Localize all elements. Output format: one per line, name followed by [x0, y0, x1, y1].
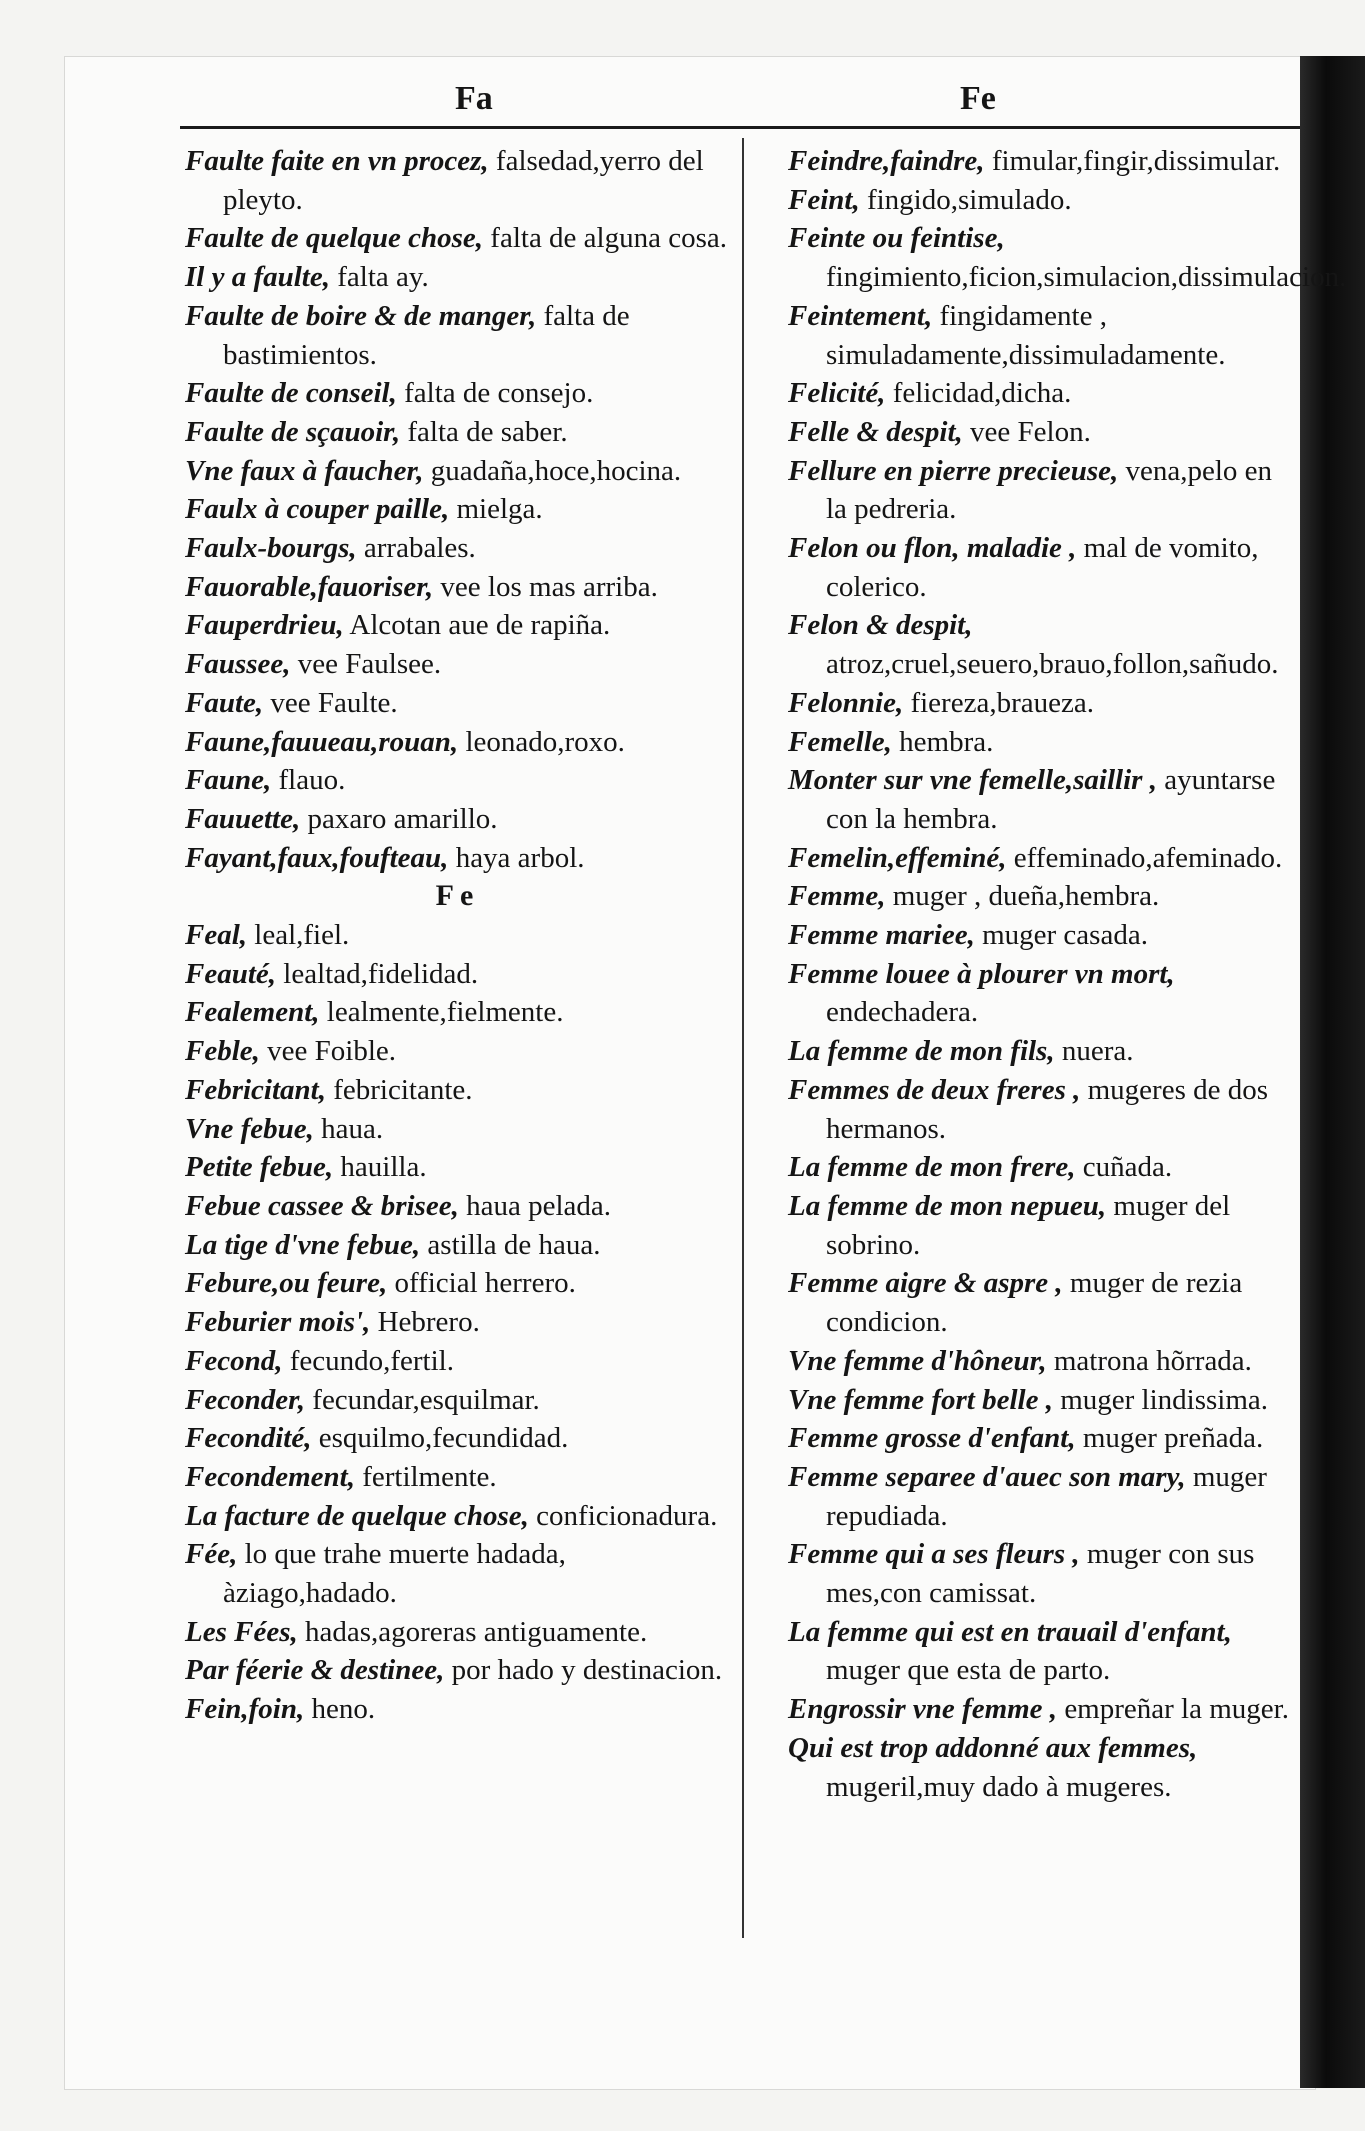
dictionary-entry	[788, 1148, 1300, 1187]
dictionary-entry	[788, 606, 1300, 683]
entry-definition: muger repudiada.	[826, 1460, 1267, 1532]
entry-headword: Fée,	[185, 1538, 238, 1571]
entry-definition: falsedad,yerro del pleyto.	[223, 145, 704, 216]
dictionary-entry	[788, 1535, 1300, 1612]
entry-definition: falta de alguna cosa.	[483, 222, 728, 255]
entry-headword: Femme separee d'auec son mary,	[788, 1460, 1186, 1493]
dictionary-entry	[788, 413, 1300, 452]
entry-definition: mal de vomito, colerico.	[826, 532, 1259, 603]
entry-headword: La facture de quelque chose,	[185, 1499, 529, 1532]
entry-definition: hadas,agoreras antiguamente.	[297, 1615, 648, 1648]
dictionary-entry	[788, 684, 1300, 723]
entry-definition: empreñar la muger.	[1057, 1693, 1289, 1726]
dictionary-entry	[185, 142, 730, 219]
left-column	[185, 142, 730, 1729]
entry-definition: ayuntarse con la hembra.	[826, 764, 1276, 835]
dictionary-entry	[788, 1187, 1300, 1264]
dictionary-entry	[185, 1342, 730, 1381]
entry-headword: Felle & despit,	[788, 415, 963, 448]
dictionary-entry	[185, 1071, 730, 1110]
dictionary-entry	[788, 142, 1300, 181]
dictionary-entry	[185, 1148, 730, 1187]
entry-headword: Faulte faite en vn procez,	[185, 145, 489, 177]
entry-definition: fingimiento,ficion,simulacion,dissimulacion.	[826, 261, 1347, 294]
entry-definition: fingido,simulado.	[859, 183, 1072, 216]
dictionary-entry	[788, 761, 1300, 838]
dictionary-entry	[185, 568, 730, 607]
entry-definition: vee Faulte.	[263, 686, 398, 719]
dictionary-entry	[185, 761, 730, 800]
entry-headword: Feinte ou feintise,	[788, 222, 1005, 255]
entry-definition: vee los mas arriba.	[433, 570, 658, 603]
entry-headword: Fein,foin,	[185, 1693, 305, 1726]
entry-definition: flauo.	[271, 764, 346, 797]
entry-definition: fiereza,braueza.	[903, 686, 1094, 719]
entry-definition: muger con sus mes,con camissat.	[826, 1538, 1255, 1610]
entry-headword: La femme de mon frere,	[788, 1151, 1076, 1184]
dictionary-entry	[185, 993, 730, 1032]
entry-headword: Monter sur vne femelle,saillir ,	[788, 764, 1157, 797]
entry-headword: Fauperdrieu,	[185, 609, 344, 642]
entry-definition: muger casada.	[974, 919, 1148, 952]
entry-definition: vee Foible.	[259, 1035, 397, 1068]
entry-definition: official herrero.	[387, 1267, 576, 1300]
entry-headword: Feindre,faindre,	[788, 145, 985, 177]
dictionary-entry	[788, 1613, 1300, 1690]
entry-definition: Alcotan aue de rapiña.	[343, 609, 611, 642]
entry-headword: Faulte de quelque chose,	[185, 222, 484, 255]
dictionary-entry	[185, 606, 730, 645]
dictionary-entry	[185, 374, 730, 413]
entry-headword: Feble,	[185, 1035, 260, 1068]
entry-headword: Engrossir vne femme ,	[788, 1693, 1058, 1726]
running-head-right: Fe	[960, 80, 996, 117]
dictionary-entry	[788, 877, 1300, 916]
dictionary-entry	[185, 916, 730, 955]
dictionary-entry	[185, 1226, 730, 1265]
dictionary-entry	[185, 1187, 730, 1226]
entry-headword: Femme aigre & aspre ,	[788, 1267, 1063, 1300]
dictionary-entry	[185, 452, 730, 491]
entry-definition: Hebrero.	[370, 1306, 480, 1339]
entry-definition: haua pelada.	[458, 1189, 612, 1222]
entry-headword: Fecondité,	[185, 1422, 312, 1455]
dictionary-entry	[185, 529, 730, 568]
entry-definition: mielga.	[449, 493, 543, 526]
right-column	[788, 142, 1347, 1806]
entry-definition: muger de rezia condicion.	[826, 1267, 1243, 1339]
entry-definition: por hado y destinacion.	[444, 1654, 723, 1687]
entry-headword: Vne femme fort belle ,	[788, 1383, 1053, 1416]
dictionary-entry	[788, 1071, 1300, 1148]
dictionary-entry	[788, 529, 1300, 606]
section-heading: Fe	[435, 879, 480, 913]
entry-definition: felicidad,dicha.	[885, 377, 1072, 410]
entry-headword: La femme qui est en trauail d'enfant,	[788, 1615, 1232, 1648]
dictionary-entry	[788, 452, 1300, 529]
entry-headword: Faulx à couper paille,	[185, 493, 450, 526]
entry-headword: Feburier mois',	[185, 1306, 371, 1339]
entry-definition: fecundar,esquilmar.	[305, 1383, 540, 1416]
entry-definition: fecundo,fertil.	[282, 1344, 454, 1377]
entry-headword: Feconder,	[185, 1383, 306, 1416]
dictionary-entry	[185, 1381, 730, 1420]
entry-headword: Fayant,faux,foufteau,	[185, 841, 449, 874]
dictionary-entry	[788, 1458, 1300, 1535]
dictionary-entry	[185, 955, 730, 994]
entry-headword: Fauuette,	[185, 802, 301, 835]
entry-headword: Fecond,	[185, 1344, 283, 1377]
entry-definition: cuñada.	[1075, 1151, 1173, 1184]
dictionary-entry	[185, 1613, 730, 1652]
column-divider	[742, 138, 744, 1938]
entry-headword: Fauorable,fauoriser,	[185, 570, 434, 603]
entry-headword: Faussee,	[185, 648, 291, 681]
entry-definition: muger preñada.	[1075, 1422, 1264, 1455]
entry-definition: falta ay.	[330, 261, 429, 294]
entry-definition: conficionadura.	[528, 1499, 718, 1532]
dictionary-entry	[185, 1264, 730, 1303]
entry-definition: arrabales.	[356, 532, 476, 565]
entry-headword: Febue cassee & brisee,	[185, 1189, 459, 1222]
entry-definition: lealmente,fielmente.	[319, 996, 564, 1029]
entry-definition: muger que esta de parto.	[826, 1654, 1111, 1687]
entry-definition: paxaro amarillo.	[300, 802, 498, 835]
header-rule	[180, 126, 1300, 129]
entry-headword: Vne faux à faucher,	[185, 454, 424, 487]
entry-definition: leonado,roxo.	[458, 725, 625, 758]
entry-headword: Femelle,	[788, 725, 892, 758]
entry-definition: esquilmo,fecundidad.	[311, 1422, 569, 1455]
dictionary-entry	[185, 1651, 730, 1690]
entry-definition: matrona hõrrada.	[1046, 1344, 1252, 1377]
entry-headword: Faune,fauueau,rouan,	[185, 725, 459, 758]
entry-headword: Qui est trop addonné aux femmes,	[788, 1731, 1198, 1764]
dictionary-entry	[185, 297, 730, 374]
entry-headword: Febricitant,	[185, 1073, 326, 1106]
dictionary-entry	[788, 297, 1300, 374]
dictionary-entry	[788, 916, 1300, 955]
entry-definition: leal,fiel.	[247, 919, 350, 952]
entry-definition: vee Felon.	[962, 415, 1091, 448]
entry-definition: hauilla.	[333, 1151, 427, 1184]
dictionary-entry	[788, 1419, 1300, 1458]
running-head-left: Fa	[455, 80, 493, 117]
entry-definition: falta de bastimientos.	[223, 299, 630, 371]
entry-headword: Femme mariee,	[788, 919, 975, 952]
dictionary-entry	[185, 723, 730, 762]
entry-definition: lealtad,fidelidad.	[276, 957, 479, 990]
dictionary-entry	[185, 1032, 730, 1071]
entry-definition: endechadera.	[826, 996, 979, 1029]
entry-headword: Par féerie & destinee,	[185, 1654, 445, 1687]
entry-headword: Faune,	[185, 764, 272, 797]
entry-headword: Faute,	[185, 686, 264, 719]
entry-headword: Femelin,effeminé,	[788, 841, 1007, 874]
dictionary-entry	[788, 1690, 1300, 1729]
entry-headword: Femme qui a ses fleurs ,	[788, 1538, 1080, 1571]
entry-headword: La femme de mon nepueu,	[788, 1189, 1107, 1222]
entry-headword: Feint,	[788, 183, 860, 216]
dictionary-entry	[788, 839, 1300, 878]
entry-headword: Fecondement,	[185, 1460, 355, 1493]
dictionary-entry	[788, 374, 1300, 413]
entry-headword: Fealement,	[185, 996, 320, 1029]
entry-definition: muger , dueña,hembra.	[885, 880, 1160, 913]
entry-definition: lo que trahe muerte hadada, àziago,hadado.	[223, 1538, 566, 1610]
dictionary-entry	[185, 684, 730, 723]
dictionary-entry	[788, 1342, 1300, 1381]
dictionary-entry	[788, 181, 1300, 220]
dictionary-entry	[185, 219, 730, 258]
entry-definition: fertilmente.	[354, 1460, 497, 1493]
entry-headword: Faulte de boire & de manger,	[185, 299, 537, 332]
entry-headword: Faulx-bourgs,	[185, 532, 357, 565]
entry-definition: febricitante.	[325, 1073, 473, 1106]
entry-definition: mugeres de dos hermanos.	[826, 1073, 1269, 1145]
entry-headword: Felicité,	[788, 377, 886, 410]
entry-headword: Femme grosse d'enfant,	[788, 1422, 1076, 1455]
dictionary-entry	[788, 1381, 1300, 1420]
entry-definition: vee Faulsee.	[290, 648, 442, 681]
entry-headword: Feintement,	[788, 299, 933, 332]
entry-definition: falta de consejo.	[396, 377, 594, 410]
entry-headword: Les Fées,	[185, 1615, 298, 1648]
dictionary-entry	[788, 1032, 1300, 1071]
entry-definition: astilla de haua.	[420, 1228, 601, 1261]
dictionary-entry	[185, 1110, 730, 1149]
entry-definition: effeminado,afeminado.	[1006, 841, 1283, 874]
entry-headword: La femme de mon fils,	[788, 1035, 1055, 1068]
dictionary-entry	[185, 1458, 730, 1497]
entry-headword: Il y a faulte,	[185, 261, 330, 294]
entry-headword: Femme louee à plourer vn mort,	[788, 957, 1175, 990]
entry-headword: Felon & despit,	[788, 609, 973, 642]
entry-definition: haua.	[313, 1112, 384, 1145]
entry-definition: fimular,fingir,dissimular.	[984, 145, 1281, 177]
entry-headword: Feauté,	[185, 957, 277, 990]
dictionary-entry	[185, 839, 730, 878]
page-header	[180, 72, 1300, 128]
entry-definition: haya arbol.	[448, 841, 585, 874]
entry-definition: nuera.	[1054, 1035, 1134, 1068]
entry-headword: Femme,	[788, 880, 886, 913]
dictionary-entry	[185, 490, 730, 529]
dictionary-entry	[185, 1690, 730, 1729]
dictionary-entry	[185, 258, 730, 297]
entry-headword: Faulte de conseil,	[185, 377, 397, 410]
dictionary-entry	[788, 723, 1300, 762]
entry-definition: mugeril,muy dado à mugeres.	[826, 1770, 1172, 1803]
entry-definition: guadaña,hoce,hocina.	[423, 454, 682, 487]
dictionary-entry	[788, 955, 1300, 1032]
dictionary-entry	[185, 413, 730, 452]
entry-headword: Feal,	[185, 919, 248, 952]
dictionary-entry	[185, 800, 730, 839]
entry-headword: Fellure en pierre precieuse,	[788, 454, 1119, 487]
entry-headword: Femmes de deux freres ,	[788, 1073, 1081, 1106]
entry-headword: La tige d'vne febue,	[185, 1228, 421, 1261]
dictionary-entry	[185, 645, 730, 684]
dictionary-entry	[788, 219, 1347, 296]
entry-headword: Vne femme d'hôneur,	[788, 1344, 1047, 1377]
entry-definition: hembra.	[891, 725, 994, 758]
entry-definition: falta de saber.	[400, 415, 568, 448]
dictionary-entry	[788, 1264, 1300, 1341]
book-spine-shadow	[1300, 56, 1365, 2088]
dictionary-entry	[185, 1497, 730, 1536]
entry-headword: Felon ou flon, maladie ,	[788, 532, 1077, 565]
entry-definition: vena,pelo en la pedreria.	[826, 454, 1273, 526]
entry-definition: muger lindissima.	[1052, 1383, 1269, 1416]
entry-headword: Faulte de sçauoir,	[185, 415, 401, 448]
entry-headword: Petite febue,	[185, 1151, 334, 1184]
entry-headword: Febure,ou feure,	[185, 1267, 388, 1300]
dictionary-entry	[788, 1729, 1300, 1806]
dictionary-entry	[185, 1535, 730, 1612]
entry-definition: heno.	[304, 1693, 376, 1726]
dictionary-entry	[185, 1303, 730, 1342]
entry-definition: fingidamente , simuladamente,dissimuladamente.	[826, 299, 1226, 371]
entry-headword: Vne febue,	[185, 1112, 314, 1145]
entry-headword: Felonnie,	[788, 686, 904, 719]
dictionary-entry	[185, 1419, 730, 1458]
entry-definition: atroz,cruel,seuero,brauo,follon,sañudo.	[826, 648, 1279, 681]
entry-definition: muger del sobrino.	[826, 1189, 1231, 1261]
